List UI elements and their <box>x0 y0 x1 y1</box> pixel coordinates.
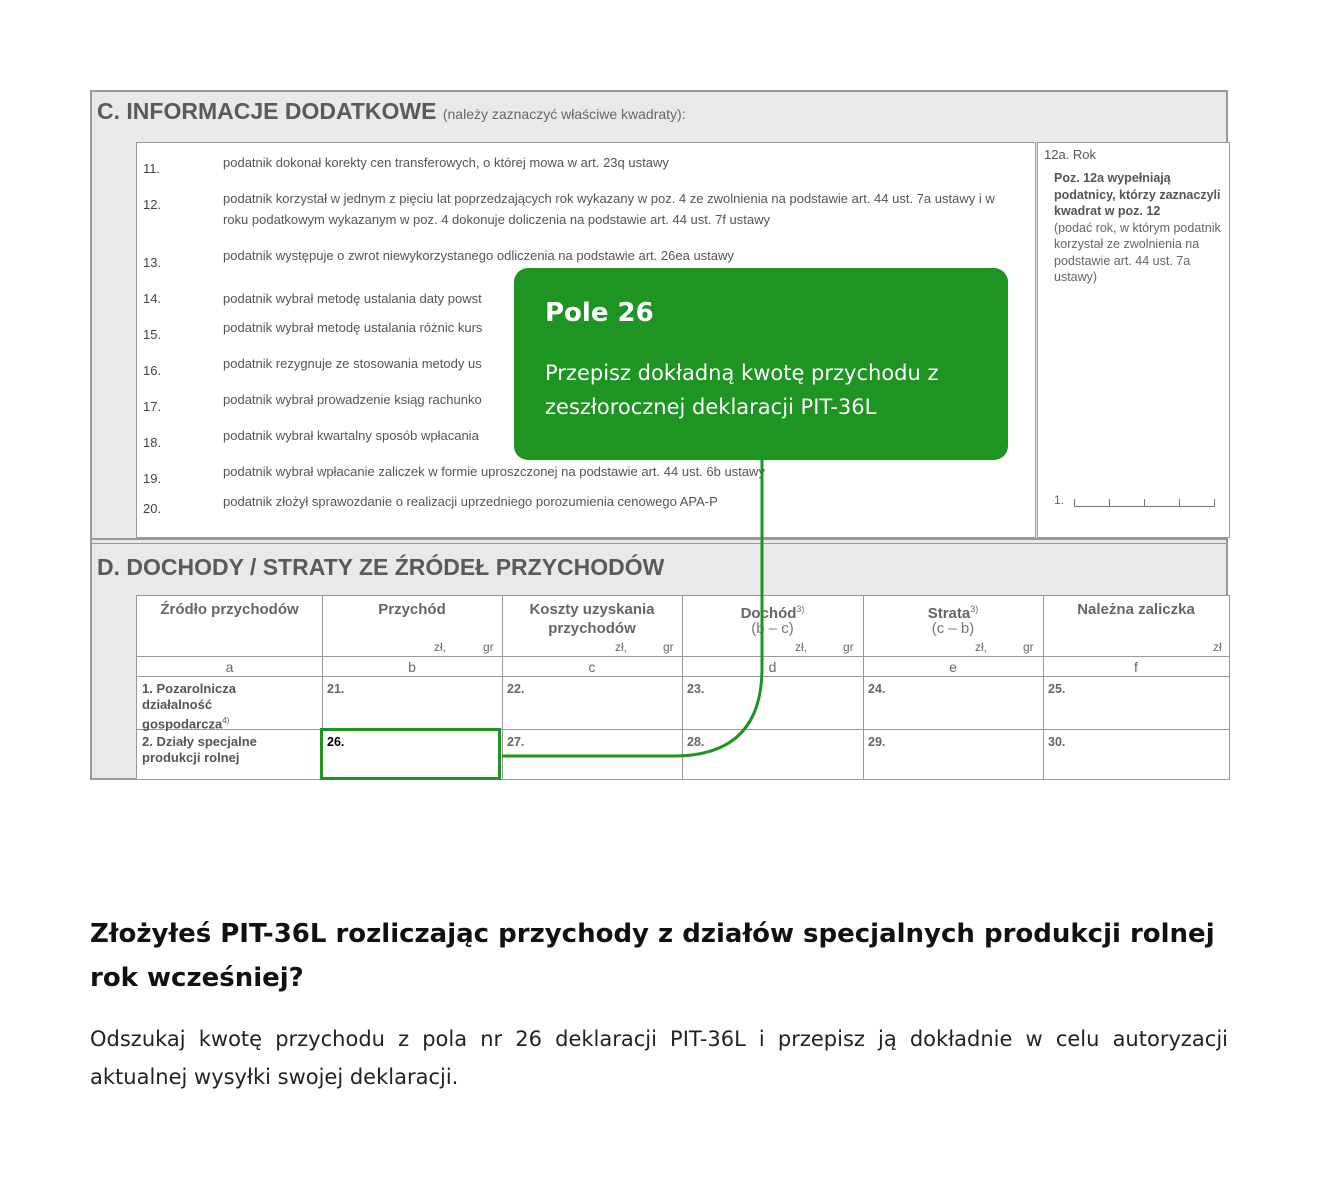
unit-gr: gr <box>663 640 674 654</box>
field-26-callout <box>514 268 1008 460</box>
unit-zl: zł, <box>795 640 807 654</box>
unit-gr: gr <box>483 640 494 654</box>
col-letter: a <box>225 659 234 675</box>
footnote-mark: 4) <box>222 716 230 725</box>
year-12a-header: 12a. Rok <box>1044 147 1097 162</box>
col-formula-income: (b – c) <box>751 620 794 637</box>
year-field-label: 1. <box>1054 493 1065 507</box>
row-number: 19. <box>143 471 162 486</box>
field-28[interactable]: 28. <box>687 735 705 749</box>
field-23[interactable]: 23. <box>687 682 705 696</box>
row-label-business-text: 1. Pozarolnicza działalność gospodarcza <box>142 681 236 732</box>
footnote-mark: 3) <box>796 604 805 614</box>
section-c-note: (należy zaznaczyć właściwe kwadraty): <box>442 106 686 122</box>
field-21[interactable]: 21. <box>327 682 345 696</box>
row-text: podatnik wybrał kwartalny sposób wpłacania <box>223 428 479 443</box>
row-text: podatnik wybrał prowadzenie ksiąg rachunko <box>223 392 482 407</box>
col-header-costs: Koszty uzyskania przychodów <box>529 601 655 637</box>
row-number: 16. <box>143 363 162 378</box>
col-header-revenue: Przychód <box>378 601 446 618</box>
row-number: 17. <box>143 399 162 414</box>
row-text: podatnik złożył sprawozdanie o realizacji uprzedniego porozumienia cenowego APA-P <box>223 494 718 509</box>
row-number: 18. <box>143 435 162 450</box>
col-header-income-label: Dochód <box>740 605 797 622</box>
row-label-agriculture: 2. Działy specjalne produkcji rolnej <box>142 734 257 765</box>
row-text: podatnik wybrał metodę ustalania daty powst <box>223 291 482 306</box>
col-letter: f <box>1134 659 1138 675</box>
row-text: podatnik wybrał metodę ustalania różnic kurs <box>223 320 483 335</box>
unit-zl: zł, <box>434 640 446 654</box>
year-12a-note-bold: Poz. 12a wypełniają podatnicy, którzy zaznaczyli kwadrat w poz. 12 <box>1054 171 1221 218</box>
col-header-loss-label: Strata <box>927 605 971 622</box>
field-29[interactable]: 29. <box>868 735 886 749</box>
connector-line <box>502 458 762 756</box>
section-d-title: D. DOCHODY / STRATY ZE ŹRÓDEŁ PRZYCHODÓW <box>97 554 665 580</box>
col-letter: b <box>408 659 416 675</box>
row-number: 13. <box>143 255 162 270</box>
row-text: podatnik korzystał w jednym z pięciu lat poprzedzających rok wykazany w poz. 4 ze zwolnienia na podstawie art. 44 ust. 7a ustawy i w roku podatkowym wykazanym w poz. 4 dokonuje doliczenia na podstawie art. 44 ust. 7f ustawy <box>223 191 995 227</box>
col-letter: d <box>768 659 777 675</box>
field-30[interactable]: 30. <box>1048 735 1066 749</box>
unit-zl: zł <box>1213 640 1222 654</box>
field-27[interactable]: 27. <box>507 735 525 749</box>
callout-title: Pole 26 <box>545 298 654 328</box>
row-number: 11. <box>143 161 161 176</box>
field-25[interactable]: 25. <box>1048 682 1066 696</box>
row-number: 20. <box>143 501 162 516</box>
col-letter: c <box>588 659 596 675</box>
row-text: podatnik występuje o zwrot niewykorzystanego odliczenia na podstawie art. 26ea ustawy <box>223 248 734 263</box>
unit-gr: gr <box>843 640 854 654</box>
row-text: podatnik dokonał korekty cen transferowych, o której mowa w art. 23q ustawy <box>223 155 669 170</box>
callout-body: Przepisz dokładną kwotę przychodu z zeszłorocznej deklaracji PIT-36L <box>545 361 939 419</box>
unit-zl: zł, <box>975 640 987 654</box>
field-26[interactable]: 26. <box>327 735 345 749</box>
question-heading: Złożyłeś PIT-36L rozliczając przychody z działów specjalnych produkcji rolnej rok wcześniej? <box>90 919 1215 993</box>
unit-zl: zł, <box>615 640 627 654</box>
row-text: podatnik wybrał wpłacanie zaliczek w formie uproszczonej na podstawie art. 44 ust. 6b ustawy <box>223 464 765 479</box>
col-header-source: Źródło przychodów <box>160 601 299 618</box>
row-number: 14. <box>143 291 162 306</box>
footnote-mark: 3) <box>970 604 979 614</box>
col-formula-loss: (c – b) <box>931 620 975 637</box>
section-c-heading: C. INFORMACJE DODATKOWE <box>97 98 437 124</box>
row-number: 12. <box>143 197 162 212</box>
field-22[interactable]: 22. <box>507 682 525 696</box>
col-header-tax: Należna zaliczka <box>1077 601 1195 618</box>
question-description: Odszukaj kwotę przychodu z pola nr 26 deklaracji PIT-36L i przepisz ją dokładnie w celu autoryzacji aktualnej wysyłki swojej deklaracji. <box>90 1027 1228 1089</box>
field-24[interactable]: 24. <box>868 682 886 696</box>
year-12a-note-normal: (podać rok, w którym podatnik korzystał ze zwolnienia na podstawie art. 44 ust. 7a ustawy) <box>1054 220 1221 284</box>
unit-gr: gr <box>1023 640 1034 654</box>
col-letter: e <box>949 659 957 675</box>
row-number: 15. <box>143 327 162 342</box>
row-text: podatnik rezygnuje ze stosowania metody us <box>223 356 482 371</box>
